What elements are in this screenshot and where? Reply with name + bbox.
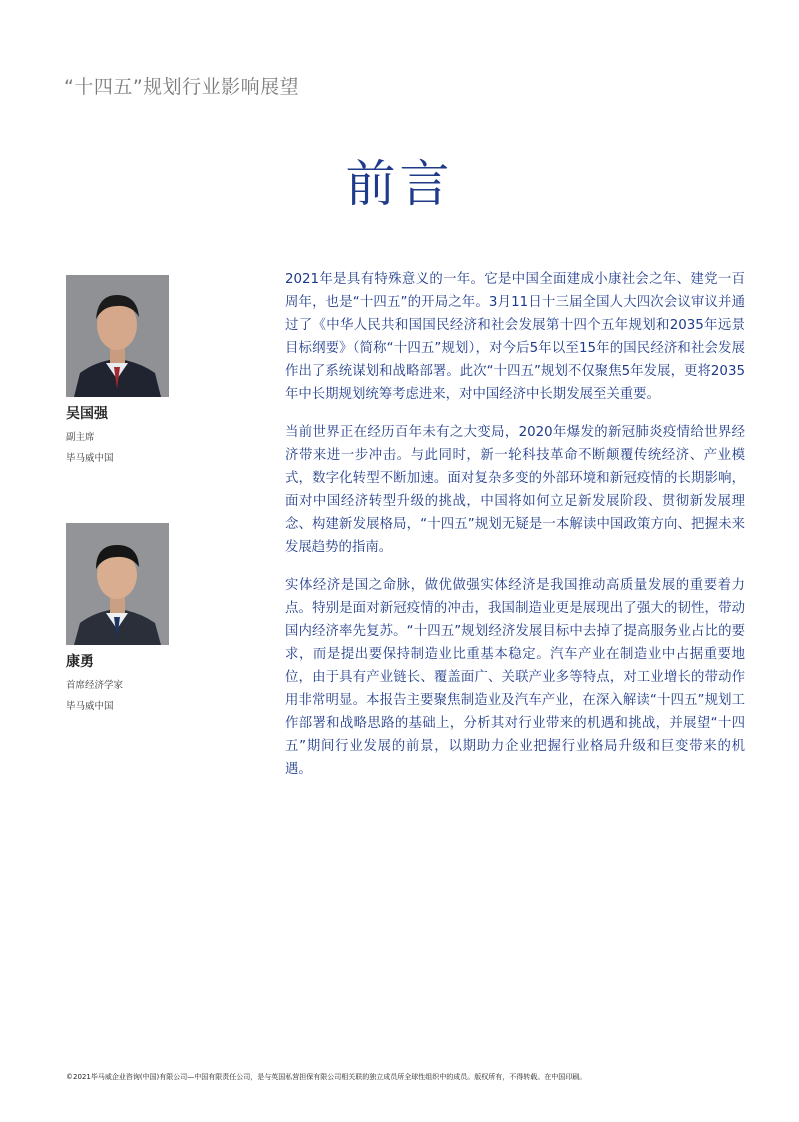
report-header-title: “十四五”规划行业影响展望 [64,76,300,98]
person-role: 首席经济学家 [66,680,124,691]
foreword-body [285,268,745,796]
paragraph: 实体经济是国之命脉，做优做强实体经济是我国推动高质量发展的重要着力点。特别是面对新冠疫情的冲击，我国制造业更是展现出了强大的韧性，带动国内经济率先复苏。“十四五”规划经济发展目标中去掉了提高服务业占比的要求，而是提出要保持制造业比重基本稳定。汽车产业在制造业中占据重要地位，由于具有产业链长、覆盖面广、关联产业多等特点，对工业增长的带动作用非常明显。本报告主要聚焦制造业及汽车产业，在深入解读“十四五”规划工作部署和战略思路的基础上，分析其对行业带来的机遇和挑战，并展望“十四五”期间行业发展的前景，以期助力企业把握行业格局升级和巨变带来的机遇。 [285,578,745,777]
portrait-photo [66,275,169,397]
person-role: 副主席 [66,432,95,443]
person-card [66,275,266,465]
person-card [66,523,266,713]
portrait-photo [66,523,169,645]
person-name: 吴国强 [66,406,108,422]
copyright-footer: ©2021毕马威企业咨询(中国)有限公司—中国有限责任公司，是与英国私营担保有限公司相关联的独立成员所全球性组织中的成员。版权所有，不得转载。在中国印刷。 [66,1073,587,1081]
page-title: 前言 [345,154,454,213]
person-org: 毕马威中国 [66,453,114,464]
portrait-illustration [66,523,169,645]
person-org: 毕马威中国 [66,701,114,712]
person-name: 康勇 [66,654,94,670]
paragraph: 2021年是具有特殊意义的一年。它是中国全面建成小康社会之年、建党一百周年，也是“十四五”的开局之年。3月11日十三届全国人大四次会议审议并通过了《中华人民共和国国民经济和社会发展第十四个五年规划和2035年远景目标纲要》（简称“十四五”规划），对今后5年以至15年的国民经济和社会发展作出了系统谋划和战略部署。此次“十四五”规划不仅聚焦5年发展，更将2035年中长期规划统筹考虑进来，对中国经济中长期发展至关重要。 [285,272,745,402]
portrait-illustration [66,275,169,397]
paragraph: 当前世界正在经历百年未有之大变局，2020年爆发的新冠肺炎疫情给世界经济带来进一步冲击。与此同时，新一轮科技革命不断颠覆传统经济、产业模式，数字化转型不断加速。面对复杂多变的外部环境和新冠疫情的长期影响，面对中国经济转型升级的挑战，中国将如何立足新发展阶段、贯彻新发展理念、构建新发展格局，“十四五”规划无疑是一本解读中国政策方向、把握未来发展趋势的指南。 [285,425,745,555]
